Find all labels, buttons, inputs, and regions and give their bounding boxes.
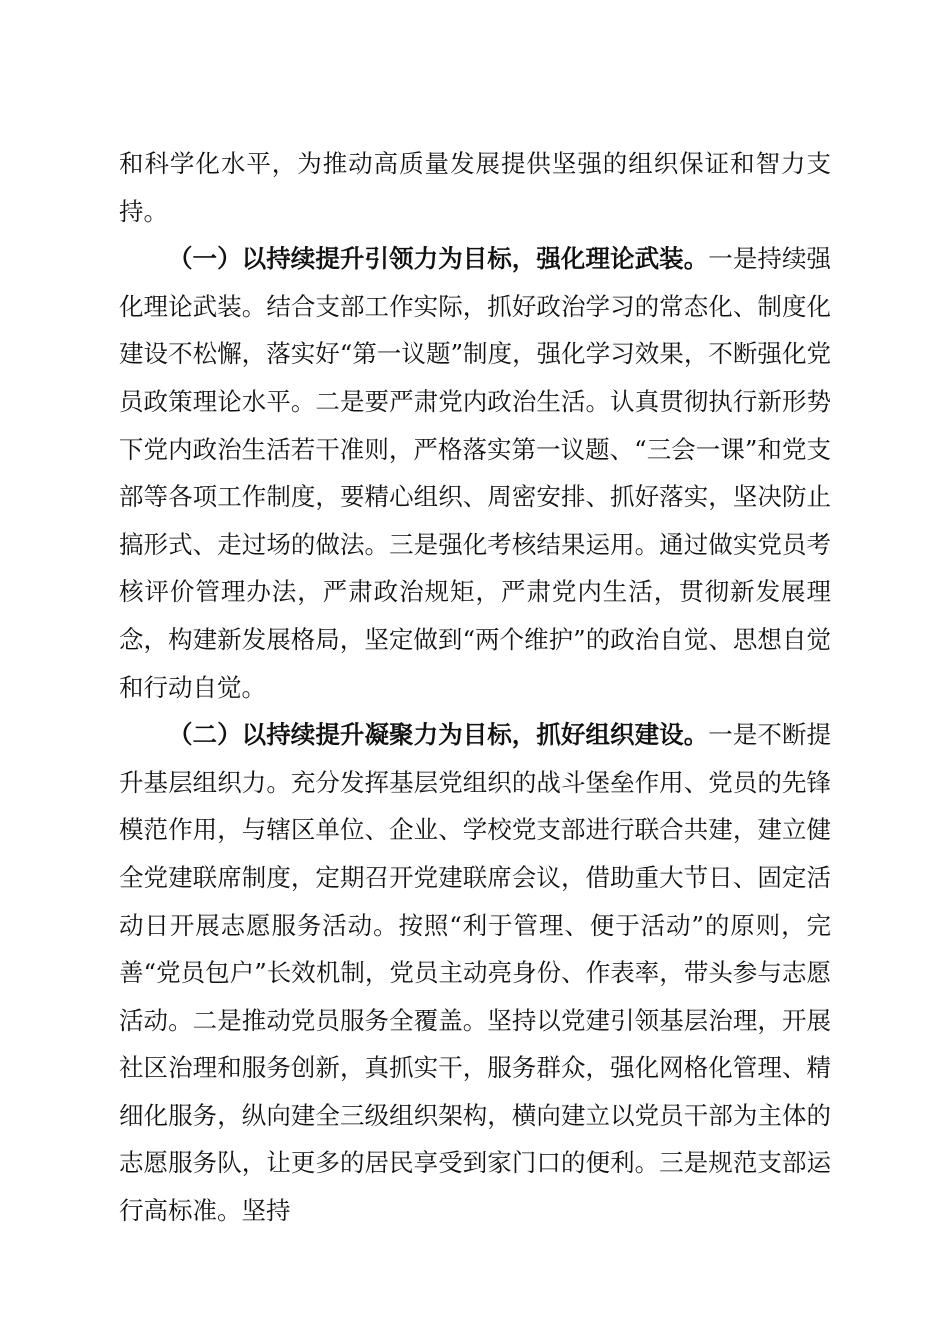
paragraph-body: 和科学化水平，为推动高质量发展提供坚强的组织保证和智力支持。 xyxy=(119,149,831,226)
section-heading: （一）以持续提升引领力为目标，强化理论武装。 xyxy=(168,244,709,274)
paragraph-continuation xyxy=(119,140,831,235)
paragraph-body: 一是不断提升基层组织力。充分发挥基层党组织的战斗堡垒作用、党员的先锋模范作用，与辖区单位、企业、学校党支部进行联合共建，建立健全党建联席制度，定期召开党建联席会议，借助重大节日、固定活动日开展志愿服务活动。按照“利于管理、便于活动”的原则，完善“党员包户”长效机制，党员主动亮身份、作表率，带头参与志愿活动。二是推动党员服务全覆盖。坚持以党建引领基层治理，开展社区治理和服务创新，真抓实干，服务群众，强化网格化管理、精细化服务，纵向建全三级组织架构，横向建立以党员干部为主体的志愿服务队，让更多的居民享受到家门口的便利。三是规范支部运行高标准。坚持 xyxy=(119,720,832,1226)
paragraph-body: 一是持续强化理论武装。结合支部工作实际，抓好政治学习的常态化、制度化建设不松懈，落实好“第一议题”制度，强化学习效果，不断强化党员政策理论水平。二是要严肃党内政治生活。认真贯彻执行新形势下党内政治生活若干准则，严格落实第一议题、“三会一课”和党支部等各项工作制度，要精心组织、周密安排、抓好落实，坚决防止搞形式、走过场的做法。三是强化考核结果运用。通过做实党员考核评价管理办法，严肃政治规矩，严肃党内生活，贯彻新发展理念，构建新发展格局，坚定做到“两个维护”的政治自觉、思想自觉和行动自觉。 xyxy=(119,244,832,702)
document-body xyxy=(119,140,831,1235)
paragraph-section-2 xyxy=(119,711,831,1235)
section-heading: （二）以持续提升凝聚力为目标，抓好组织建设。 xyxy=(168,720,709,750)
paragraph-section-1 xyxy=(119,235,831,711)
